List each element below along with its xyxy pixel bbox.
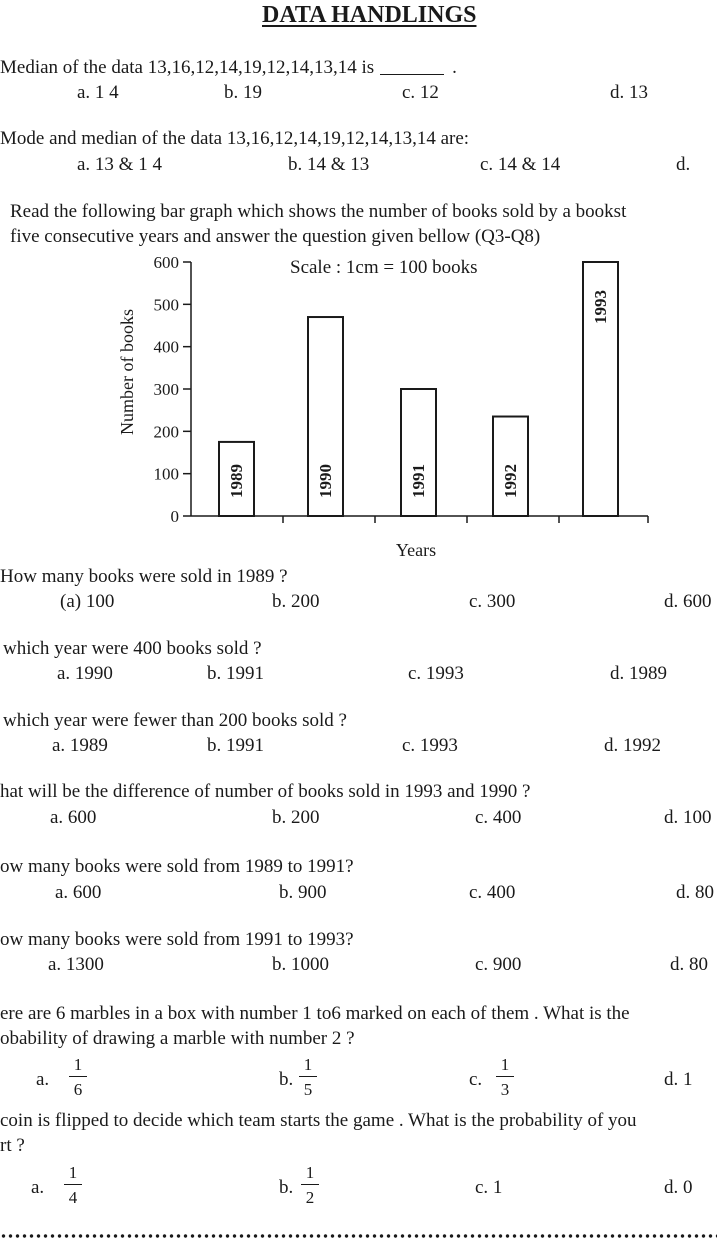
fraction-numerator: 1 [500, 1055, 510, 1074]
q9-option-d: d. 1 [664, 1069, 693, 1090]
y-tick-label: 100 [153, 464, 179, 484]
question-6-text: hat will be the difference of number of books sold in 1993 and 1990 ? [0, 781, 531, 802]
q1-option-d: d. 13 [610, 82, 648, 103]
y-tick-label: 600 [153, 253, 179, 272]
fraction-bar [69, 1076, 87, 1077]
chart-scale-annotation: Scale : 1cm = 100 books [290, 257, 478, 278]
question-7-text: ow many books were sold from 1989 to 1991? [0, 856, 354, 877]
chart-intro-line-2: five consecutive years and answer the question given bellow (Q3-Q8) [10, 226, 541, 247]
q3-option-b: b. 200 [272, 591, 320, 612]
q9-option-b-fraction [297, 1056, 319, 1098]
q9-option-a-label: a. [36, 1069, 50, 1090]
q4-option-c: c. 1993 [408, 663, 464, 684]
q10-option-a-label: a. [31, 1177, 45, 1198]
q1-option-c: c. 12 [402, 82, 439, 103]
q4-option-d: d. 1989 [610, 663, 667, 684]
q9-option-b-label: b. [279, 1069, 294, 1090]
bar-label-1992: 1992 [501, 464, 520, 498]
x-axis-label: Years [395, 540, 437, 560]
q3-option-d: d. 600 [664, 591, 712, 612]
fraction-denominator: 4 [68, 1188, 78, 1207]
question-5-text: which year were fewer than 200 books sold ? [3, 710, 347, 731]
fraction-numerator: 1 [305, 1163, 315, 1182]
fraction-denominator: 5 [303, 1080, 313, 1099]
chart-intro-line-1: Read the following bar graph which shows the number of books sold by a bookst [10, 201, 627, 222]
question-9-line-1: ere are 6 marbles in a box with number 1 to6 marked on each of them . What is the [0, 1003, 630, 1024]
question-10-line-2: rt ? [0, 1135, 25, 1156]
y-tick-label: 300 [153, 380, 179, 399]
q6-option-c: c. 400 [475, 807, 522, 828]
q2-option-c: c. 14 & 14 [480, 154, 561, 175]
dotted-separator [0, 1233, 717, 1239]
q8-option-d: d. 80 [670, 954, 708, 975]
question-1-stem: Median of the data 13,16,12,14,19,12,14,13,14 is [0, 57, 375, 78]
q7-option-a: a. 600 [55, 882, 102, 903]
y-tick-label: 200 [153, 422, 179, 442]
q7-option-c: c. 400 [469, 882, 516, 903]
question-3-text: How many books were sold in 1989 ? [0, 566, 288, 587]
q8-option-a: a. 1300 [48, 954, 104, 975]
question-10-line-1: coin is flipped to decide which team starts the game . What is the probability of you [0, 1110, 637, 1131]
q3-option-a: (a) 100 [60, 591, 115, 612]
q3-option-c: c. 300 [469, 591, 516, 612]
question-4-text: which year were 400 books sold ? [3, 638, 262, 659]
fraction-numerator: 1 [68, 1163, 78, 1182]
y-tick-label: 0 [170, 507, 179, 526]
page-title: DATA HANDLINGS [262, 2, 477, 28]
y-tick-label: 500 [153, 295, 179, 315]
q10-option-b-fraction [299, 1164, 321, 1206]
fraction-denominator: 2 [305, 1188, 315, 1207]
q2-option-d: d. [676, 154, 691, 175]
q10-option-d: d. 0 [664, 1177, 693, 1198]
q4-option-a: a. 1990 [57, 663, 113, 684]
q9-option-a-fraction [67, 1056, 89, 1098]
q10-option-b-label: b. [279, 1177, 294, 1198]
fraction-bar [301, 1184, 319, 1185]
q4-option-b: b. 1991 [207, 663, 264, 684]
q8-option-c: c. 900 [475, 954, 522, 975]
question-2-text: Mode and median of the data 13,16,12,14,19,12,14,13,14 are: [0, 128, 470, 149]
q10-option-a-fraction [62, 1164, 84, 1206]
bar-label-1991: 1991 [409, 464, 428, 498]
q7-option-d: d. 80 [676, 882, 714, 903]
q2-option-b: b. 14 & 13 [288, 154, 370, 175]
q1-option-b: b. 19 [224, 82, 262, 103]
q1-option-a: a. 1 4 [77, 82, 119, 103]
q5-option-b: b. 1991 [207, 735, 264, 756]
fraction-bar [299, 1076, 317, 1077]
q5-option-a: a. 1989 [52, 735, 108, 756]
q10-option-c: c. 1 [475, 1177, 503, 1198]
q8-option-b: b. 1000 [272, 954, 329, 975]
question-8-text: ow many books were sold from 1991 to 1993? [0, 929, 354, 950]
q2-option-a: a. 13 & 1 4 [77, 154, 162, 175]
y-axis-label: Number of books [117, 309, 137, 435]
fraction-bar [64, 1184, 82, 1185]
q9-option-c-fraction [494, 1056, 516, 1098]
fraction-numerator: 1 [73, 1055, 83, 1074]
fraction-bar [496, 1076, 514, 1077]
q6-option-d: d. 100 [664, 807, 712, 828]
q6-option-a: a. 600 [50, 807, 97, 828]
bar-label-1989: 1989 [227, 464, 246, 498]
question-1-tail: . [452, 57, 457, 78]
q7-option-b: b. 900 [279, 882, 327, 903]
q5-option-d: d. 1992 [604, 735, 661, 756]
y-tick-label: 400 [153, 337, 179, 357]
bar-label-1990: 1990 [316, 464, 335, 498]
fraction-denominator: 3 [500, 1080, 510, 1099]
q9-option-c-label: c. [469, 1069, 483, 1090]
fraction-numerator: 1 [303, 1055, 313, 1074]
q5-option-c: c. 1993 [402, 735, 458, 756]
q6-option-b: b. 200 [272, 807, 320, 828]
question-9-line-2: obability of drawing a marble with number 2 ? [0, 1028, 355, 1049]
fraction-denominator: 6 [73, 1080, 83, 1099]
bar-label-1993: 1993 [591, 290, 610, 324]
bar-chart [0, 0, 717, 570]
